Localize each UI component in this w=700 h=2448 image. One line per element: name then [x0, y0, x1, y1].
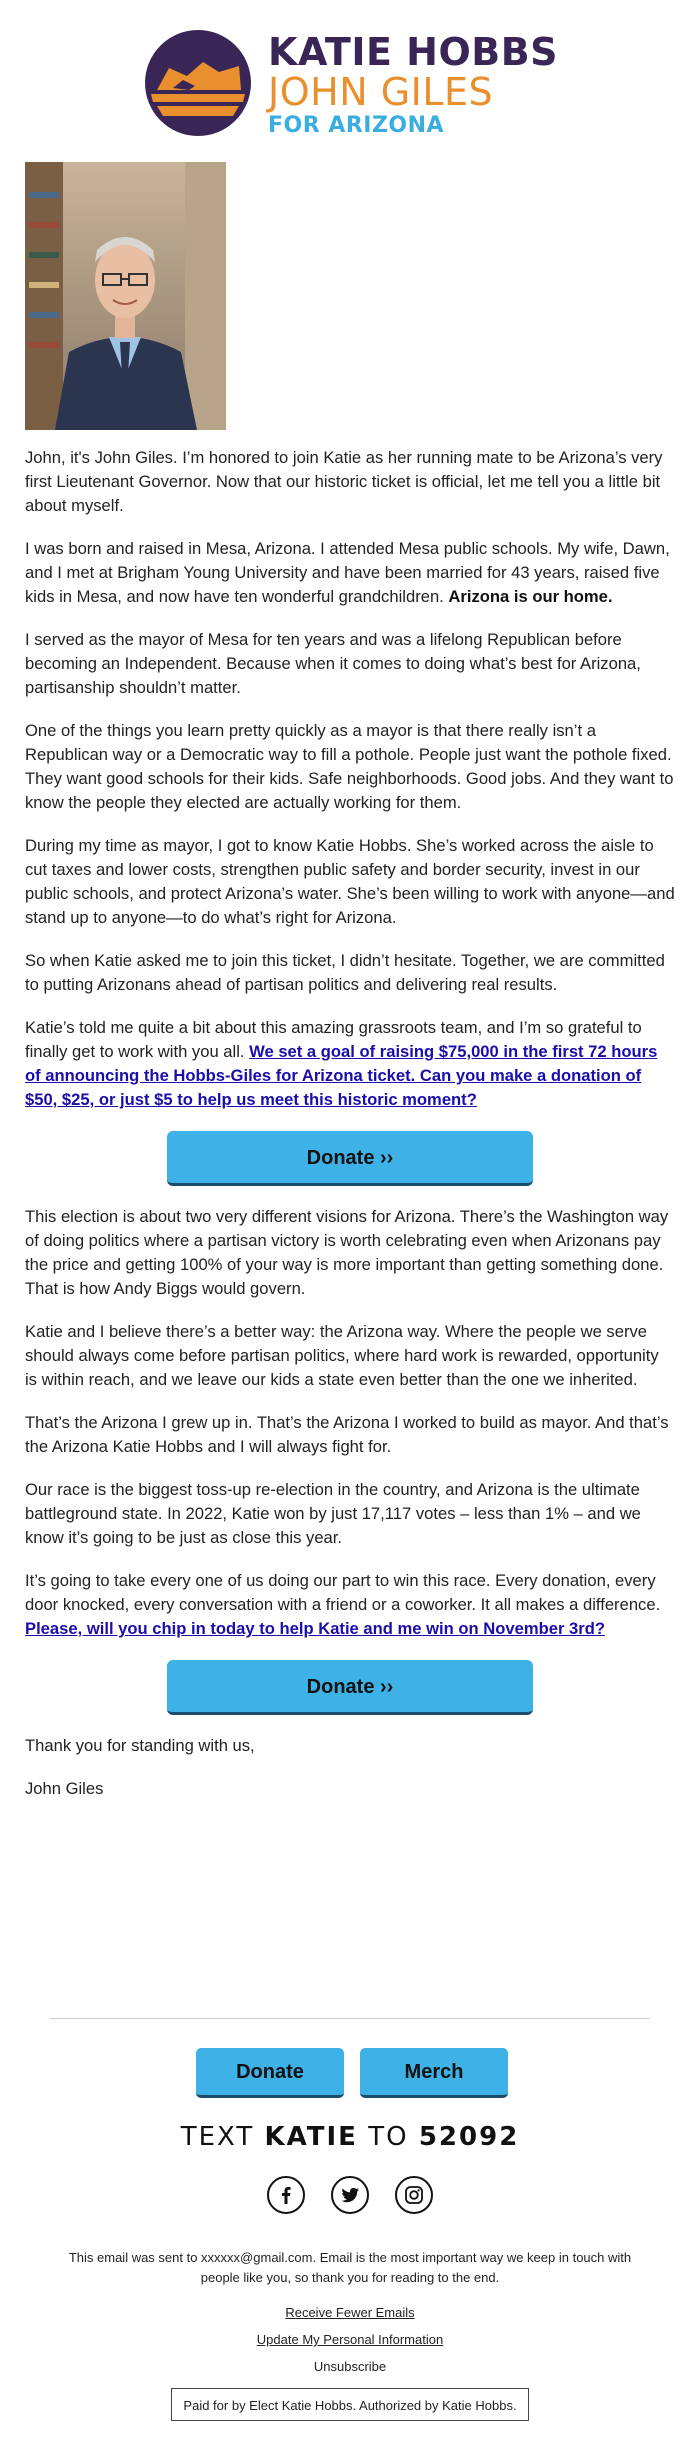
john-giles-photo — [25, 162, 226, 430]
paragraph-battleground: Our race is the biggest toss-up re-election in the country, and Arizona is the ultimate battleground state. In 2022, Katie won by just 17,117 votes – less than 1% – and we know it’s going to be just as close this year. — [25, 1480, 641, 1547]
paragraph-chip-in-text: It’s going to take every one of us doing our part to win this race. Every donation, every door knocked, every conversation with a friend or a coworker. It all makes a difference. — [25, 1571, 661, 1614]
footer-links — [0, 2299, 700, 2380]
campaign-logo[interactable] — [143, 28, 563, 140]
paragraph-intro: John, it's John Giles. I’m honored to join Katie as her running mate to be Arizona’s very first Lieutenant Governor. Now that our historic ticket is official, let me tell you a little bit about myself. — [25, 448, 663, 515]
paragraph-katie: During my time as mayor, I got to know Katie Hobbs. She’s worked across the aisle to cut taxes and lower costs, strengthen public safety and border security, invest in our public schools, and protect Arizona’s water. She’s been willing to work with anyone—and stand up to anyone—to do what’s right for Arizona. — [25, 836, 675, 927]
paid-for-disclaimer: Paid for by Elect Katie Hobbs. Authorized by Katie Hobbs. — [171, 2388, 529, 2421]
legal-notice: This email was sent to xxxxxx@gmail.com. Email is the most important way we keep in touch with people like you, so thank you for reading to the end. — [68, 2250, 632, 2285]
text-shortcode: 52092 — [418, 2122, 520, 2152]
paragraph-ticket: So when Katie asked me to join this ticket, I didn’t hesitate. Together, we are committed to putting Arizonans ahead of partisan politics and delivering real results. — [25, 951, 665, 994]
text-keyword: KATIE — [264, 2122, 358, 2152]
paragraph-chip-in — [25, 1569, 675, 1641]
paragraph-visions: This election is about two very different visions for Arizona. There’s the Washington way of doing politics where a partisan victory is worth celebrating even when Arizonans pay the price and getting 100% of your way is more important than getting something done. That is how Andy Biggs would govern. — [25, 1207, 669, 1298]
instagram-icon[interactable] — [395, 2176, 433, 2214]
logo-line-katie-hobbs: KATIE HOBBS — [268, 30, 559, 74]
unsubscribe-link[interactable]: Unsubscribe — [313, 2359, 387, 2374]
arizona-home-emphasis: Arizona is our home. — [448, 587, 613, 606]
twitter-icon[interactable] — [331, 2176, 369, 2214]
paragraph-arizona-way: Katie and I believe there’s a better way: the Arizona way. Where the people we serve should always come before partisan politics, where hard work is rewarded, opportunity is within reach, and we leave our kids a state even better than the one we inherited. — [25, 1322, 659, 1389]
paragraph-goal-text: Katie’s told me quite a bit about this amazing grassroots team, and I’m so grateful to finally get to work with you all. — [25, 1018, 642, 1061]
donate-button-2[interactable]: Donate ›› — [167, 1660, 533, 1715]
email-body — [25, 446, 675, 1820]
text-to-join — [0, 2122, 700, 2152]
logo-line-for-arizona: FOR ARIZONA — [268, 113, 445, 138]
logo-line-john-giles: JOHN GILES — [268, 70, 494, 114]
chip-in-link[interactable]: Please, will you chip in today to help Katie and me win on November 3rd? — [25, 1619, 605, 1638]
social-links — [0, 2176, 700, 2214]
text-middle: TO — [357, 2122, 419, 2152]
facebook-icon[interactable] — [267, 2176, 305, 2214]
paragraph-grew-up: That’s the Arizona I grew up in. That’s the Arizona I worked to build as mayor. And that’s the Arizona Katie Hobbs and I will always fight for. — [25, 1413, 669, 1456]
donation-goal-link[interactable]: We set a goal of raising $75,000 in the first 72 hours of announcing the Hobbs-Giles for Arizona ticket. Can you make a donation of $50, $25, or just $5 to help us meet this historic moment? — [25, 1042, 658, 1109]
paragraph-mayor: I served as the mayor of Mesa for ten years and was a lifelong Republican before becoming an Independent. Because when it comes to doing what’s best for Arizona, partisanship shouldn’t matter. — [25, 630, 641, 697]
text-prefix: TEXT — [180, 2122, 265, 2152]
update-info-link[interactable]: Update My Personal Information — [256, 2332, 444, 2347]
donate-button-1[interactable]: Donate ›› — [167, 1131, 533, 1186]
footer-divider — [50, 2018, 650, 2019]
signature: John Giles — [25, 1779, 104, 1798]
paragraph-background — [25, 537, 675, 609]
signoff: Thank you for standing with us, — [25, 1736, 255, 1755]
footer-merch-button[interactable]: Merch — [360, 2048, 508, 2098]
paragraph-goal — [25, 1016, 675, 1112]
paragraph-background-text: I was born and raised in Mesa, Arizona. I attended Mesa public schools. My wife, Dawn, and I met at Brigham Young University and have been married for 43 years, raised five kids in Mesa, and now have ten wonderful grandchildren. — [25, 539, 670, 606]
receive-fewer-emails-link[interactable]: Receive Fewer Emails — [285, 2305, 415, 2320]
arizona-landscape-logo-icon — [143, 28, 253, 138]
paragraph-pothole: One of the things you learn pretty quickly as a mayor is that there really isn’t a Republican way or a Democratic way to fill a pothole. People just want the pothole fixed. They want good schools for their kids. Safe neighborhoods. Good jobs. And they want to know the people they elected are actually working for them. — [25, 721, 674, 812]
footer-donate-button[interactable]: Donate — [196, 2048, 344, 2098]
